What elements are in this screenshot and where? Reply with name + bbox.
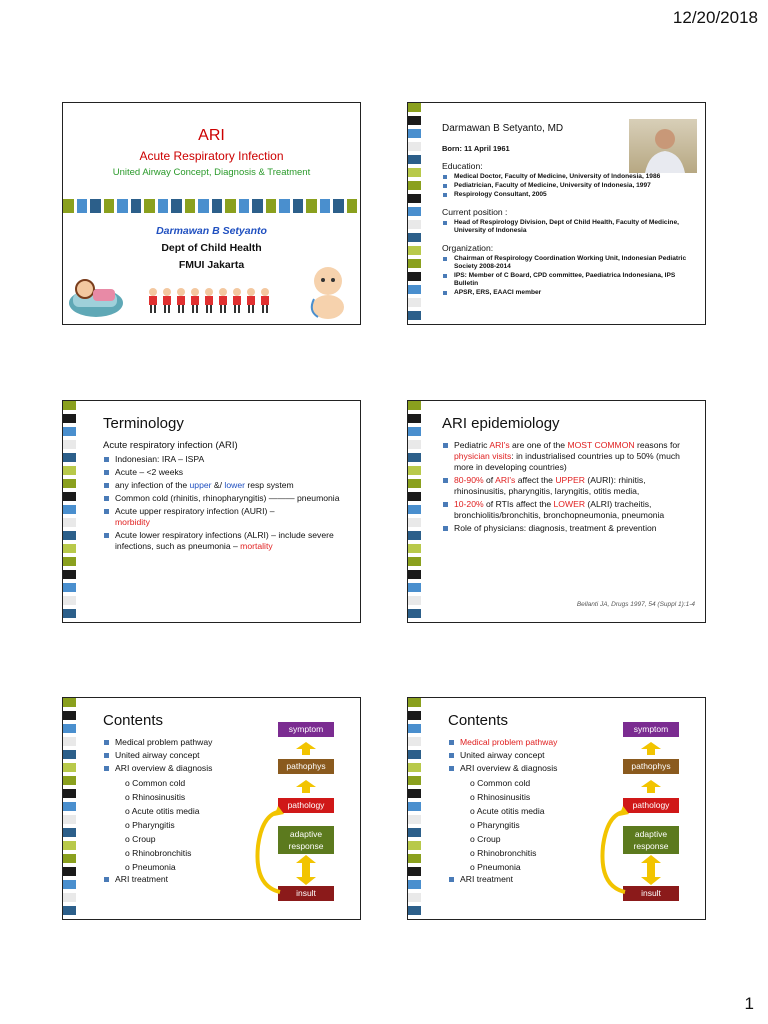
decorative-strip — [408, 698, 421, 919]
baby-doctor-illustration-icon — [304, 263, 352, 321]
strip-block — [408, 557, 421, 566]
strip-block — [408, 220, 421, 229]
strip-block — [63, 815, 76, 824]
position-label: Current position : — [442, 207, 508, 217]
list-item: ARI overview & diagnosis — [103, 763, 354, 774]
list-item: o Croup — [470, 834, 501, 844]
diagram-box-symptom: symptom — [623, 722, 679, 737]
list-item: o Common cold — [470, 778, 531, 788]
strip-block — [408, 583, 421, 592]
reference-citation: Bellanti JA, Drugs 1997, 54 (Suppl 1):1-4 — [576, 601, 695, 608]
slide-heading: Contents — [103, 712, 164, 729]
strip-block — [63, 570, 76, 579]
strip-block — [408, 466, 421, 475]
strip-block — [320, 199, 331, 213]
strip-block — [104, 199, 115, 213]
list-item: Pediatrician, Faculty of Medicine, University of Indonesia, 1997 — [442, 182, 699, 190]
strip-block — [347, 199, 358, 213]
list-item: o Pharyngitis — [125, 820, 175, 830]
slide-contents-2 — [407, 697, 706, 920]
bio-born: Born: 11 April 1961 — [442, 144, 510, 153]
strip-block — [212, 199, 223, 213]
list-item: Medical Doctor, Faculty of Medicine, University of Indonesia, 1986 — [442, 173, 699, 181]
strip-block — [63, 479, 76, 488]
list-item: ARI treatment — [103, 874, 354, 885]
strip-block — [408, 259, 421, 268]
print-date: 12/20/2018 — [672, 8, 758, 27]
strip-block — [408, 207, 421, 216]
strip-block — [63, 711, 76, 720]
slide-author-bio — [407, 102, 706, 325]
strip-block — [408, 724, 421, 733]
list-item: Role of physicians: diagnosis, treatment & prevention — [442, 523, 699, 534]
strip-block — [408, 750, 421, 759]
strip-block — [63, 583, 76, 592]
children-row-icon — [147, 287, 283, 315]
list-item: Pediatric ARI's are one of the MOST COMMON reasons for physician visits: in industrialised countries up to 50% (much more in developing countries) — [442, 440, 699, 473]
up-arrow-icon — [641, 742, 661, 755]
strip-block — [408, 763, 421, 772]
strip-block — [158, 199, 169, 213]
strip-block — [63, 841, 76, 850]
strip-block — [63, 737, 76, 746]
list-item: Common cold (rhinitis, rhinopharyngitis) ——— pneumonia — [103, 493, 354, 504]
slide-title-heading: ARI — [198, 127, 225, 144]
list-item: Indonesian: IRA – ISPA — [103, 454, 354, 465]
strip-block — [63, 199, 74, 213]
feedback-curve-icon — [254, 806, 284, 896]
diagram-box-insult: insult — [623, 886, 679, 901]
slide-contents-1 — [62, 697, 361, 920]
list-item: Respirology Consultant, 2005 — [442, 191, 699, 199]
organization-list — [442, 255, 699, 297]
slide-title — [62, 102, 361, 325]
strip-block — [408, 194, 421, 203]
diagram-box-pathology: pathology — [278, 798, 334, 813]
up-arrow-icon — [641, 780, 661, 793]
strip-block — [408, 103, 421, 112]
list-item-highlighted: Medical problem pathway — [448, 737, 699, 748]
decorative-strip — [63, 401, 76, 622]
list-item: United airway concept — [448, 750, 699, 761]
diagram-box-adaptive: adaptive response — [623, 826, 679, 854]
strip-block — [408, 789, 421, 798]
list-item: o Rhinosinusitis — [125, 792, 186, 802]
double-arrow-icon — [641, 855, 661, 885]
strip-block — [77, 199, 88, 213]
terminology-list — [103, 454, 354, 552]
strip-block — [408, 776, 421, 785]
epidemiology-list — [442, 440, 699, 534]
pathway-diagram — [623, 722, 679, 904]
strip-block — [63, 893, 76, 902]
strip-block — [185, 199, 196, 213]
strip-block — [408, 698, 421, 707]
slide-heading: Terminology — [103, 415, 184, 432]
strip-block — [408, 880, 421, 889]
strip-block — [63, 596, 76, 605]
list-item: o Acute otitis media — [125, 806, 200, 816]
strip-block — [266, 199, 277, 213]
sick-child-illustration-icon — [67, 271, 125, 319]
strip-block — [333, 199, 344, 213]
strip-block — [171, 199, 182, 213]
strip-block — [63, 414, 76, 423]
strip-block — [408, 906, 421, 915]
list-item: any infection of the upper &/ lower resp system — [103, 480, 354, 491]
list-item: 10-20% of RTIs affect the LOWER (ALRI) tracheitis, bronchiolitis/bronchitis, bronchopneumonia, pneumonia — [442, 499, 699, 521]
slide-title-subtitle2: United Airway Concept, Diagnosis & Treatment — [112, 167, 311, 178]
strip-block — [252, 199, 263, 213]
feedback-curve-icon — [599, 806, 629, 896]
strip-block — [408, 168, 421, 177]
education-label: Education: — [442, 161, 483, 171]
strip-block — [63, 557, 76, 566]
up-arrow-icon — [296, 780, 316, 793]
strip-block — [408, 285, 421, 294]
strip-block — [408, 116, 421, 125]
slide-title-subtitle: Acute Respiratory Infection — [139, 149, 284, 163]
list-item: o Rhinosinusitis — [470, 792, 531, 802]
pathway-diagram — [278, 722, 334, 904]
strip-block — [408, 815, 421, 824]
list-item: 80-90% of ARI's affect the UPPER (AURI): rhinitis, rhinosinusitis, pharyngitis, laryngitis, otitis media, — [442, 475, 699, 497]
page-number: 1 — [744, 994, 754, 1013]
strip-block — [408, 737, 421, 746]
strip-block — [225, 199, 236, 213]
education-list — [442, 173, 699, 199]
strip-block — [90, 199, 101, 213]
strip-block — [408, 711, 421, 720]
slide-heading: Contents — [448, 712, 509, 729]
strip-block — [408, 492, 421, 501]
strip-block — [408, 246, 421, 255]
strip-block — [408, 427, 421, 436]
strip-block — [408, 609, 421, 618]
list-item: o Rhinobronchitis — [125, 848, 192, 858]
strip-block — [408, 272, 421, 281]
strip-block — [408, 298, 421, 307]
strip-block — [63, 401, 76, 410]
strip-block — [408, 414, 421, 423]
list-item: o Pneumonia — [125, 862, 176, 872]
bio-name: Darmawan B Setyanto, MD — [442, 123, 564, 134]
position-list — [442, 219, 699, 235]
slide-heading: ARI epidemiology — [442, 415, 560, 432]
list-item: o Acute otitis media — [470, 806, 545, 816]
strip-block — [408, 142, 421, 151]
list-item: IPS: Member of C Board, CPD committee, Paediatrica Indonesiana, IPS Bulletin — [442, 272, 699, 288]
strip-block — [63, 828, 76, 837]
strip-block — [63, 854, 76, 863]
strip-block — [408, 828, 421, 837]
strip-block — [408, 479, 421, 488]
strip-block — [63, 609, 76, 618]
strip-block — [63, 440, 76, 449]
strip-block — [63, 427, 76, 436]
strip-block — [63, 776, 76, 785]
strip-block — [63, 518, 76, 527]
strip-block — [408, 802, 421, 811]
strip-block — [239, 199, 250, 213]
strip-block — [63, 867, 76, 876]
strip-block — [63, 906, 76, 915]
slide-epidemiology — [407, 400, 706, 623]
strip-block — [408, 233, 421, 242]
list-item: o Pharyngitis — [470, 820, 520, 830]
strip-block — [63, 505, 76, 514]
strip-block — [63, 466, 76, 475]
list-item: ARI treatment — [448, 874, 699, 885]
list-item: United airway concept — [103, 750, 354, 761]
diagram-box-symptom: symptom — [278, 722, 334, 737]
decorative-strip — [63, 199, 360, 213]
list-item: o Croup — [125, 834, 156, 844]
diagram-box-adaptive: adaptive response — [278, 826, 334, 854]
strip-block — [408, 311, 421, 320]
list-item: Medical problem pathway — [103, 737, 354, 748]
strip-block — [408, 570, 421, 579]
slide-terminology — [62, 400, 361, 623]
list-item: APSR, ERS, EAACI member — [442, 289, 699, 297]
strip-block — [63, 724, 76, 733]
list-item: Chairman of Respirology Coordination Working Unit, Indonesian Pediatric Society 2008-2014 — [442, 255, 699, 271]
list-item: ARI overview & diagnosis — [448, 763, 699, 774]
strip-block — [131, 199, 142, 213]
strip-block — [408, 596, 421, 605]
strip-block — [144, 199, 155, 213]
strip-block — [63, 453, 76, 462]
strip-block — [63, 750, 76, 759]
strip-block — [408, 129, 421, 138]
list-item: o Common cold — [125, 778, 186, 788]
strip-block — [408, 440, 421, 449]
strip-block — [63, 802, 76, 811]
list-item: o Pneumonia — [470, 862, 521, 872]
department: Dept of Child Health — [161, 242, 262, 254]
list-item: Acute – <2 weeks — [103, 467, 354, 478]
diagram-box-pathophys: pathophys — [278, 759, 334, 774]
list-item: Acute upper respiratory infection (AURI) – morbidity — [103, 506, 354, 528]
strip-block — [63, 544, 76, 553]
list-item: Head of Respirology Division, Dept of Child Health, Faculty of Medicine, University of Indonesia — [442, 219, 699, 235]
organization-label: Organization: — [442, 243, 494, 253]
decorative-strip — [408, 103, 421, 324]
strip-block — [117, 199, 128, 213]
strip-block — [306, 199, 317, 213]
strip-block — [408, 841, 421, 850]
strip-block — [408, 505, 421, 514]
decorative-strip — [408, 401, 421, 622]
strip-block — [63, 763, 76, 772]
strip-block — [408, 893, 421, 902]
strip-block — [63, 789, 76, 798]
strip-block — [408, 181, 421, 190]
diagram-box-pathology: pathology — [623, 798, 679, 813]
list-item: o Rhinobronchitis — [470, 848, 537, 858]
strip-block — [408, 155, 421, 164]
author-name: Darmawan B Setyanto — [156, 225, 267, 237]
terminology-lead: Acute respiratory infection (ARI) — [103, 440, 238, 451]
strip-block — [408, 854, 421, 863]
up-arrow-icon — [296, 742, 316, 755]
double-arrow-icon — [296, 855, 316, 885]
decorative-strip — [63, 698, 76, 919]
diagram-box-pathophys: pathophys — [623, 759, 679, 774]
strip-block — [408, 544, 421, 553]
strip-block — [198, 199, 209, 213]
strip-block — [63, 492, 76, 501]
strip-block — [63, 880, 76, 889]
strip-block — [408, 531, 421, 540]
strip-block — [408, 453, 421, 462]
list-item: Acute lower respiratory infections (ALRI) – include severe infections, such as pneumonia – mortality — [103, 530, 354, 552]
strip-block — [408, 401, 421, 410]
strip-block — [293, 199, 304, 213]
institution: FMUI Jakarta — [178, 259, 245, 271]
strip-block — [63, 531, 76, 540]
strip-block — [279, 199, 290, 213]
diagram-box-insult: insult — [278, 886, 334, 901]
strip-block — [63, 698, 76, 707]
strip-block — [408, 518, 421, 527]
strip-block — [408, 867, 421, 876]
